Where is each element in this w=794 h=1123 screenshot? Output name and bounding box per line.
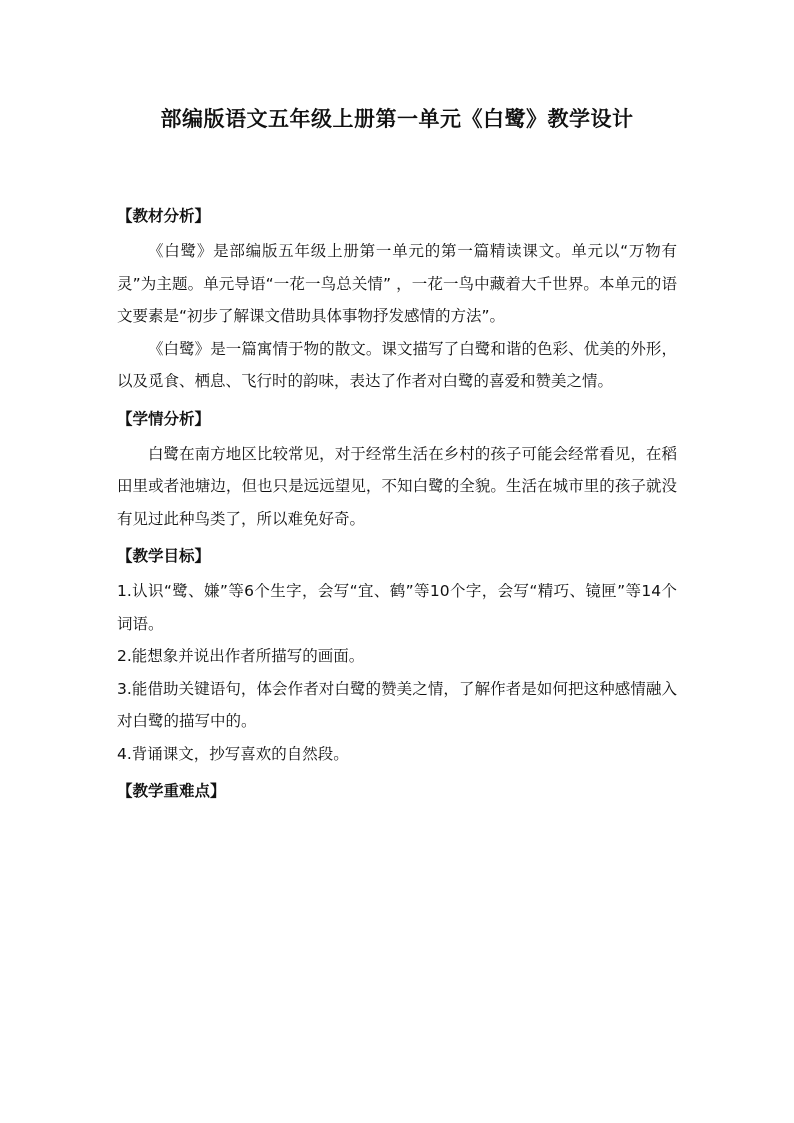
paragraph: 《白鹭》是部编版五年级上册第一单元的第一篇精读课文。单元以“万物有灵”为主题。单元导语“一花一鸟总关情” ，一花一鸟中藏着大千世界。本单元的语文要素是“初步了解课文借助具体事物抒发感情的方法”。 xyxy=(117,242,677,325)
section-teaching-goals xyxy=(117,541,677,770)
section-heading: 【教材分析】 xyxy=(117,207,211,225)
section-heading: 【教学重难点】 xyxy=(117,782,226,800)
section-learner-analysis xyxy=(117,404,677,536)
section-heading: 【教学目标】 xyxy=(117,547,211,565)
section-key-points xyxy=(117,776,677,806)
goal-item: 4.背诵课文，抄写喜欢的自然段。 xyxy=(117,744,349,763)
paragraph: 《白鹭》是一篇寓情于物的散文。课文描写了白鹭和谐的色彩、优美的外形，以及觅食、栖息、飞行时的韵味，表达了作者对白鹭的喜爱和赞美之情。 xyxy=(117,339,677,390)
goal-item: 1.认识“鹭、嫌”等6个生字，会写“宜、鹤”等10个字，会写“精巧、镜匣”等14个词语。 xyxy=(117,582,677,633)
document-body xyxy=(117,201,677,806)
section-heading: 【学情分析】 xyxy=(117,409,211,428)
page-title: 部编版语文五年级上册第一单元《白鹭》教学设计 xyxy=(160,107,634,131)
goal-item: 2.能想象并说出作者所描写的画面。 xyxy=(117,647,365,665)
section-material-analysis xyxy=(117,201,677,398)
goal-item: 3.能借助关键语句，体会作者对白鹭的赞美之情，了解作者是如何把这种感情融入对白鹭的描写中的。 xyxy=(117,679,677,730)
paragraph: 白鹭在南方地区比较常见，对于经常生活在乡村的孩子可能会经常看见，在稻田里或者池塘边，但也只是远远望见，不知白鹭的全貌。生活在城市里的孩子就没有见过此种鸟类了，所以难免好奇。 xyxy=(117,444,677,528)
